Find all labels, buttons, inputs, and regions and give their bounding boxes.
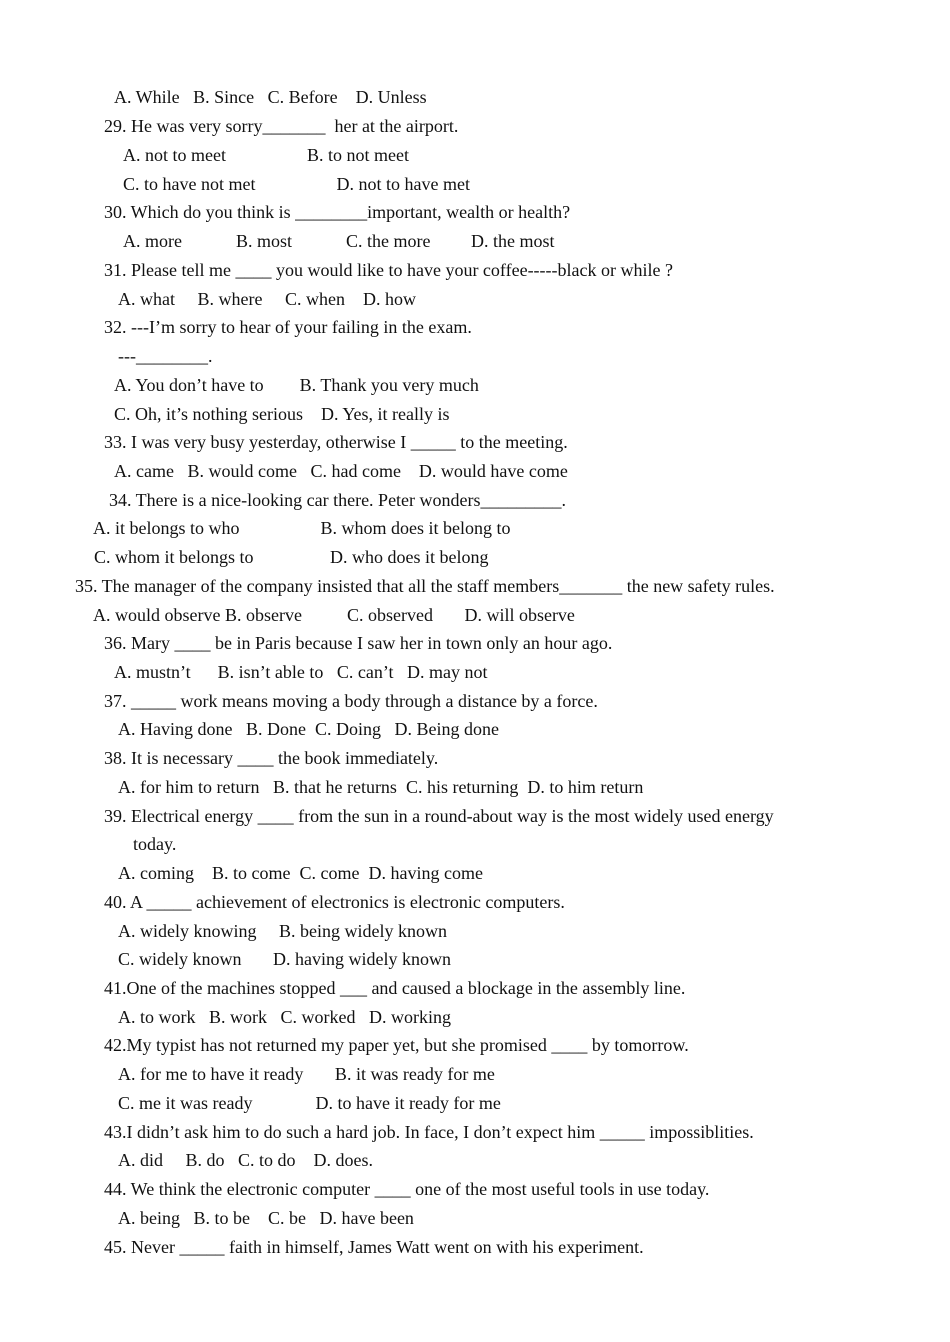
q29-options-ab: A. not to meet B. to not meet — [123, 145, 409, 165]
q43-options: A. did B. do C. to do D. does. — [118, 1150, 374, 1170]
q44-options: A. being B. to be C. be D. have been — [118, 1208, 414, 1228]
q38-options: A. for him to return B. that he returns C. his returning D. to him return — [118, 777, 644, 797]
q29-options-cd: C. to have not met D. not to have met — [123, 174, 470, 194]
q34-question: 34. There is a nice-looking car there. Peter wonders_________. — [109, 490, 567, 510]
q31-question: 31. Please tell me ____ you would like to have your coffee-----black or while ? — [104, 260, 673, 280]
q41-options: A. to work B. work C. worked D. working — [118, 1007, 451, 1027]
q35-question: 35. The manager of the company insisted that all the staff members_______ the new safety rules. — [75, 576, 775, 596]
q39-question-continued: today. — [133, 834, 177, 854]
q40-options-ab: A. widely knowing B. being widely known — [118, 921, 447, 941]
q29-question: 29. He was very sorry_______ her at the airport. — [104, 116, 459, 136]
q32-options-ab: A. You don’t have to B. Thank you very much — [114, 375, 479, 395]
q33-question: 33. I was very busy yesterday, otherwise I _____ to the meeting. — [104, 432, 568, 452]
q40-options-cd: C. widely known D. having widely known — [118, 949, 451, 969]
q42-options-cd: C. me it was ready D. to have it ready for me — [118, 1093, 501, 1113]
q30-options: A. more B. most C. the more D. the most — [123, 231, 555, 251]
q31-options: A. what B. where C. when D. how — [118, 289, 416, 309]
q32-question: 32. ---I’m sorry to hear of your failing in the exam. — [104, 317, 472, 337]
q32-response-blank: ---________. — [118, 346, 213, 366]
q42-options-ab: A. for me to have it ready B. it was ready for me — [118, 1064, 495, 1084]
q34-options-cd: C. whom it belongs to D. who does it belong — [94, 547, 489, 567]
q33-options: A. came B. would come C. had come D. would have come — [114, 461, 568, 481]
q37-question: 37. _____ work means moving a body through a distance by a force. — [104, 691, 598, 711]
q44-question: 44. We think the electronic computer ____ one of the most useful tools in use today. — [104, 1179, 710, 1199]
q43-question: 43.I didn’t ask him to do such a hard job. In face, I don’t expect him _____ impossiblities. — [104, 1122, 754, 1142]
q32-options-cd: C. Oh, it’s nothing serious D. Yes, it really is — [114, 404, 450, 424]
q38-question: 38. It is necessary ____ the book immediately. — [104, 748, 439, 768]
q34-options-ab: A. it belongs to who B. whom does it belong to — [93, 518, 511, 538]
q40-question: 40. A _____ achievement of electronics is electronic computers. — [104, 892, 565, 912]
q39-question: 39. Electrical energy ____ from the sun in a round-about way is the most widely used energy — [104, 806, 774, 826]
q28-options: A. While B. Since C. Before D. Unless — [114, 87, 427, 107]
q37-options: A. Having done B. Done C. Doing D. Being done — [118, 719, 499, 739]
q36-options: A. mustn’t B. isn’t able to C. can’t D. may not — [114, 662, 488, 682]
q41-question: 41.One of the machines stopped ___ and caused a blockage in the assembly line. — [104, 978, 686, 998]
q42-question: 42.My typist has not returned my paper yet, but she promised ____ by tomorrow. — [104, 1035, 689, 1055]
q39-options: A. coming B. to come C. come D. having come — [118, 863, 483, 883]
q36-question: 36. Mary ____ be in Paris because I saw her in town only an hour ago. — [104, 633, 613, 653]
q45-question: 45. Never _____ faith in himself, James Watt went on with his experiment. — [104, 1237, 644, 1257]
q30-question: 30. Which do you think is ________important, wealth or health? — [104, 202, 571, 222]
q35-options: A. would observe B. observe C. observed D. will observe — [93, 605, 575, 625]
